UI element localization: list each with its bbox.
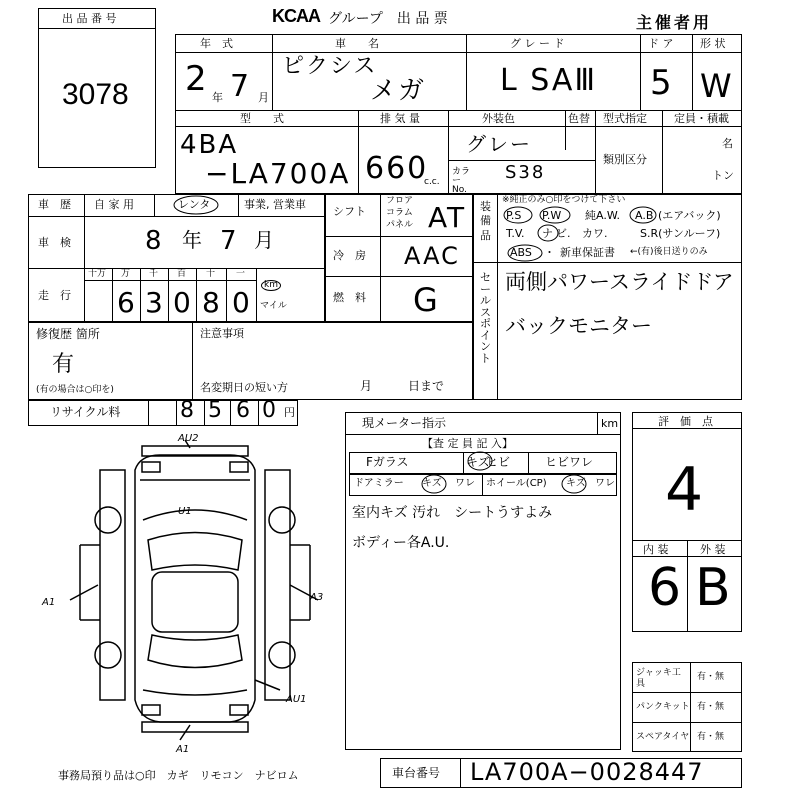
wheel-label: ホイール(CP) [486, 478, 547, 489]
model-value-1: 4BA [180, 130, 239, 160]
model-value-2: −LA700A [205, 157, 351, 190]
wheel-crack: ワレ [595, 478, 615, 489]
inspection-month: 7 [220, 226, 239, 256]
ac-label: 冷 房 [333, 249, 366, 262]
mile-digit-1: 6 [117, 286, 137, 319]
mirror-crack: ワレ [455, 478, 475, 489]
equipment-note: ※純正のみ○印をつけて下さい [502, 195, 626, 205]
equip-tv: T.V. [506, 227, 525, 240]
ac-value: AAC [404, 242, 460, 270]
shift-value: AT [428, 201, 467, 234]
recycle-digit-1: 8 [180, 398, 196, 423]
colorno-value: S38 [505, 162, 546, 183]
unit-100k: 十万 [88, 269, 107, 279]
history-label: 車 歴 [38, 198, 71, 211]
doors-value: 5 [650, 63, 674, 103]
equip-ab-note: (エアバック) [658, 209, 721, 222]
equip-ps: P.S [506, 209, 522, 222]
mile-digit-3: 0 [173, 286, 193, 319]
sales-point-1: 両側パワースライドドア [505, 270, 734, 294]
equip-pw: P.W [542, 209, 562, 222]
inspector-title: 【査 定 員 記 入】 [422, 437, 513, 450]
capacity-unit-1: 名 [722, 137, 733, 150]
mark-a1-rear: A1 [176, 744, 190, 755]
puncture-value: 有・無 [697, 702, 725, 712]
mark-au2: AU2 [178, 433, 199, 444]
equipment-label: 装備品 [480, 200, 491, 242]
body-value: W [700, 67, 734, 105]
meter-label: 現メーター指示 [362, 416, 447, 430]
recycle-digit-3: 6 [236, 398, 252, 423]
chassis-label: 車台番号 [392, 766, 441, 780]
car-name-1: ピクシス [282, 54, 378, 79]
glass-crack: ヒビワレ [545, 455, 594, 469]
displacement-label: 排 気 量 [380, 112, 420, 125]
equip-abs: ABS [510, 246, 532, 259]
mile-digit-5: 0 [232, 286, 252, 319]
equip-aw: 純A.W. [585, 209, 620, 222]
month-value: 7 [230, 69, 252, 104]
grade-value: L SAⅢ [500, 63, 598, 98]
recycle-digit-4: 0 [262, 398, 278, 423]
glass-label: Fガラス [366, 455, 409, 469]
color-value: グレー [466, 132, 532, 156]
mark-a3: A3 [310, 592, 324, 603]
equip-navi-2: ビ. [556, 227, 571, 240]
inspection-year: 8 [145, 226, 164, 256]
lot-number: 3078 [62, 78, 129, 111]
jack-value: 有・無 [697, 672, 725, 682]
mile-digit-4: 8 [202, 286, 222, 319]
glass-scratch: キズ [466, 455, 490, 469]
inspection-label: 車 検 [38, 236, 71, 249]
recycle-digit-2: 5 [208, 398, 224, 423]
wheel-scratch: キズ [566, 478, 586, 489]
glass-chip: ヒビ [486, 455, 511, 469]
color-change-label: 色替 [568, 112, 590, 125]
inspection-year-unit: 年 [182, 228, 204, 252]
puncture-label: パンクキット [636, 702, 690, 712]
fuel-label: 燃 料 [333, 291, 366, 304]
mirror-label: ドアミラー [354, 478, 404, 489]
class-label: 類別区分 [603, 153, 647, 166]
unit-100: 百 [177, 269, 187, 279]
shift-column: コラム [386, 208, 413, 218]
colorno-label: カラー No. [452, 167, 471, 195]
office-text: 事務局預り品は○印 カギ リモコン ナビロム [58, 769, 299, 782]
mile-unit: マイル [260, 301, 287, 311]
organizer-label: 主催者用 [636, 13, 713, 32]
lot-label: 出 品 番 号 [62, 12, 117, 25]
mileage-label: 走 行 [38, 289, 71, 302]
exterior-value: B [695, 558, 733, 618]
spare-value: 有・無 [697, 732, 725, 742]
repair-label: 修復歴 箇所 [36, 327, 100, 341]
history-business: 事業, 営業車 [244, 198, 306, 211]
equip-warranty-note: ←(有)後日送りのみ [630, 247, 708, 257]
model-label: 型 式 [240, 112, 284, 125]
equip-leather: カワ. [582, 227, 608, 240]
spare-label: スペアタイヤ [636, 732, 690, 742]
equip-warranty: 新車保証書 [560, 246, 615, 259]
year-unit: 年 [212, 91, 223, 104]
equip-dot: ・ [544, 246, 555, 259]
mile-digit-2: 3 [145, 286, 165, 319]
unit-1: 一 [236, 269, 246, 279]
shift-label: シフト [333, 205, 366, 218]
score-label: 評 価 点 [658, 415, 713, 428]
deadline-label: 名変期日の短い方 [200, 381, 288, 394]
deadline-month: 月 [360, 379, 373, 393]
capacity-unit-2: トン [712, 169, 734, 182]
equip-navi-1: ナ [542, 227, 553, 240]
sales-point-2: バックモニター [505, 314, 652, 338]
doors-label: ド ア [648, 37, 674, 50]
jack-label: ジャッキ工具 [636, 668, 681, 689]
car-name-2: メガ [370, 76, 427, 106]
km-unit: km [261, 280, 281, 291]
interior-label: 内 装 [643, 543, 669, 556]
mirror-scratch: キズ [422, 478, 442, 489]
year-value: 2 [185, 59, 209, 99]
mark-au1: AU1 [286, 694, 307, 705]
shift-floor: フロア [386, 196, 414, 206]
year-label: 年 式 [200, 37, 233, 50]
recycle-label: リサイクル料 [50, 405, 121, 419]
history-private: 自 家 用 [94, 198, 134, 211]
logo: KCAA [272, 6, 320, 26]
exterior-label: 外 装 [700, 543, 726, 556]
unit-10: 十 [206, 269, 216, 279]
grade-label: グ レ ー ド [510, 37, 565, 50]
body-label: 形 状 [700, 37, 726, 50]
mark-u1: U1 [178, 506, 192, 517]
inspection-month-unit: 月 [254, 228, 276, 252]
inspector-note-1: 室内キズ 汚れ シートうすよみ [352, 505, 553, 521]
capacity-label: 定員・積載 [674, 112, 729, 125]
repair-note: (有の場合は○印を) [36, 385, 114, 395]
mark-a1-left: A1 [42, 597, 56, 608]
interior-value: 6 [648, 558, 684, 618]
sales-point-label: セールスポイント [480, 271, 491, 365]
equip-ab: A.B [635, 209, 654, 222]
unit-1k: 千 [149, 269, 159, 279]
score-value: 4 [665, 455, 706, 525]
color-label: 外装色 [482, 112, 515, 125]
history-rental: レンタ [178, 198, 211, 211]
recycle-unit: 円 [284, 406, 295, 419]
form-title: グループ 出 品 票 [328, 11, 448, 27]
chassis-value: LA700A−0028447 [470, 758, 704, 786]
displacement-unit: c.c. [424, 177, 440, 187]
notes-label: 注意事項 [200, 327, 244, 340]
type-designation-label: 型式指定 [603, 112, 647, 125]
fuel-value: G [413, 281, 440, 319]
shift-panel: パネル [386, 220, 414, 230]
month-unit: 月 [258, 91, 269, 104]
meter-unit: km [601, 417, 619, 430]
inspector-note-2: ボディー各A.U. [352, 535, 450, 551]
displacement-value: 660 [365, 151, 429, 186]
equip-sr: S.R(サンルーフ) [640, 227, 721, 240]
car-name-label: 車 名 [335, 37, 379, 50]
repair-value: 有 [52, 352, 77, 377]
deadline-day: 日まで [408, 379, 445, 393]
unit-10k: 万 [121, 269, 131, 279]
